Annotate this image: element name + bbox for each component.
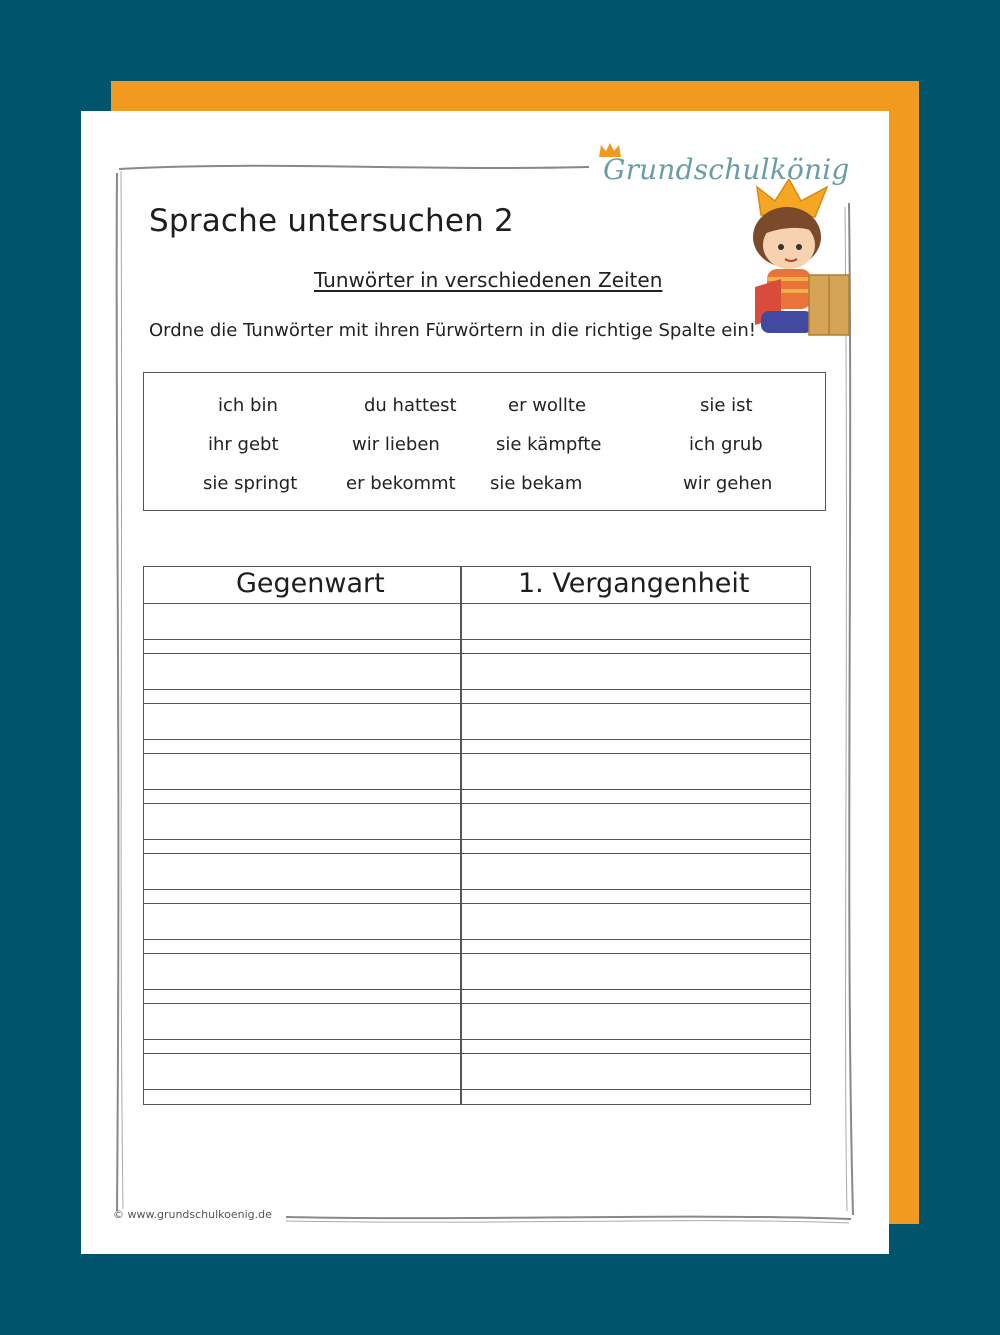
answer-cell-vergangenheit[interactable] (462, 904, 810, 940)
answer-cell-gegenwart[interactable] (144, 1004, 460, 1040)
answer-cell-gegenwart[interactable] (144, 854, 460, 890)
answer-cell-vergangenheit[interactable] (462, 854, 810, 890)
word-bank-item: ich grub (689, 434, 763, 455)
brand-logo-text: Grundschulkönig (603, 153, 850, 186)
word-bank-item: sie springt (203, 473, 298, 494)
answer-cell-vergangenheit[interactable] (462, 704, 810, 740)
answer-row-bottom-line (144, 789, 810, 790)
word-bank-item: ihr gebt (208, 434, 279, 455)
answer-cell-gegenwart[interactable] (144, 804, 460, 840)
word-bank-item: du hattest (364, 395, 457, 416)
answer-cell-vergangenheit[interactable] (462, 804, 810, 840)
kid-reading-illustration (731, 179, 851, 339)
word-bank-item: sie ist (700, 395, 753, 416)
answer-cell-gegenwart[interactable] (144, 954, 460, 990)
instruction-text: Ordne die Tunwörter mit ihren Fürwörtern in die richtige Spalte ein! (149, 320, 756, 341)
word-bank-box (143, 372, 826, 511)
column-header-gegenwart: Gegenwart (236, 568, 385, 599)
column-header-vergangenheit: 1. Vergangenheit (518, 568, 750, 599)
answer-cell-vergangenheit[interactable] (462, 954, 810, 990)
answer-table (143, 566, 811, 1105)
answer-cell-gegenwart[interactable] (144, 1054, 460, 1090)
footer-copyright: © www.grundschulkoenig.de (113, 1208, 272, 1221)
answer-cell-gegenwart[interactable] (144, 604, 460, 640)
answer-cell-gegenwart[interactable] (144, 754, 460, 790)
word-bank-item: sie kämpfte (496, 434, 602, 455)
answer-row-bottom-line (144, 1089, 810, 1090)
word-bank-item: er wollte (508, 395, 587, 416)
answer-row-bottom-line (144, 839, 810, 840)
answer-cell-gegenwart[interactable] (144, 704, 460, 740)
answer-row-bottom-line (144, 989, 810, 990)
answer-cell-gegenwart[interactable] (144, 654, 460, 690)
answer-cell-vergangenheit[interactable] (462, 754, 810, 790)
answer-cell-vergangenheit[interactable] (462, 1004, 810, 1040)
word-bank-item: wir lieben (352, 434, 440, 455)
answer-cell-vergangenheit[interactable] (462, 604, 810, 640)
answer-row-bottom-line (144, 739, 810, 740)
word-bank-item: wir gehen (683, 473, 773, 494)
page-title: Sprache untersuchen 2 (149, 203, 514, 239)
word-bank-item: er bekommt (346, 473, 456, 494)
answer-row-bottom-line (144, 639, 810, 640)
answer-row-bottom-line (144, 889, 810, 890)
page-subtitle: Tunwörter in verschiedenen Zeiten (314, 268, 663, 292)
word-bank-item: sie bekam (490, 473, 583, 494)
answer-row-bottom-line (144, 939, 810, 940)
answer-row-bottom-line (144, 689, 810, 690)
word-bank-item: ich bin (218, 395, 278, 416)
answer-cell-vergangenheit[interactable] (462, 654, 810, 690)
worksheet-page (81, 111, 889, 1254)
answer-cell-vergangenheit[interactable] (462, 1054, 810, 1090)
answer-row-bottom-line (144, 1039, 810, 1040)
answer-cell-gegenwart[interactable] (144, 904, 460, 940)
